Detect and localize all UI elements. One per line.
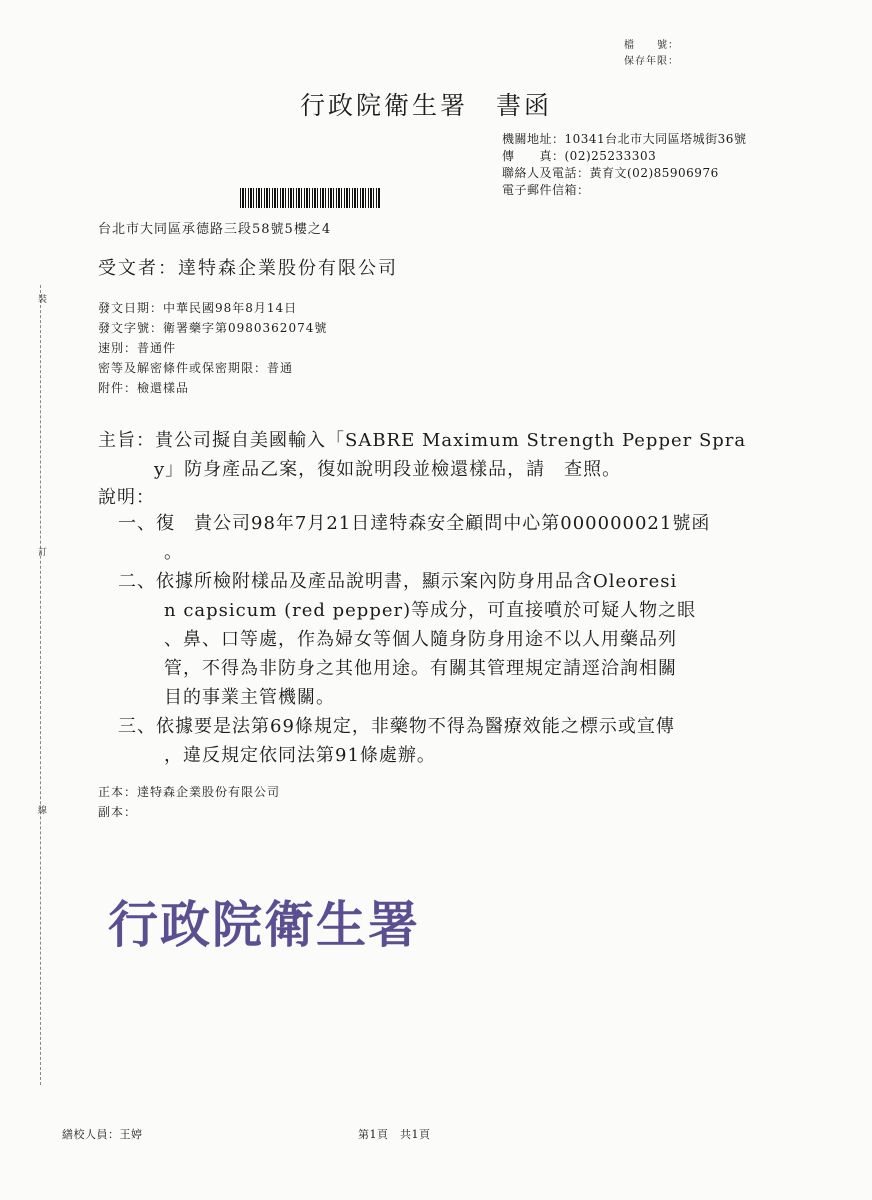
item-2-line-3: 、鼻、口等處，作為婦女等個人隨身防身用途不以人用藥品列 xyxy=(164,629,677,650)
issue-date: 發文日期：中華民國98年8月14日 xyxy=(98,301,298,315)
recipient-address: 台北市大同區承德路三段58號5樓之4 xyxy=(98,222,332,237)
explanation-label: 說明： xyxy=(98,487,155,508)
delivery-speed: 速別：普通件 xyxy=(98,341,177,355)
subject xyxy=(98,426,746,484)
document-meta xyxy=(98,298,327,398)
agency-info xyxy=(502,131,746,199)
barcode xyxy=(240,188,380,208)
item-2-line-2: n capsicum (red pepper)等成分，可直接噴於可疑人物之眼 xyxy=(164,600,697,621)
explanation-items xyxy=(118,509,710,770)
binding-line xyxy=(40,285,41,1085)
archive-file-no: 檔 號： xyxy=(624,40,679,51)
agency-stamp: 行政院衛生署 xyxy=(108,895,420,954)
item-3-line-2: ，違反規定依同法第91條處辦。 xyxy=(164,745,436,766)
item-1-line-2: 。 xyxy=(164,542,183,563)
proofreader: 繕校人員：王婷 xyxy=(62,1128,143,1141)
duplicate-copy: 副本： xyxy=(98,805,138,819)
binding-mark-ding: 訂 xyxy=(38,548,48,558)
copies xyxy=(98,782,280,822)
agency-contact: 聯絡人及電話：黃育文(02)85906976 xyxy=(502,166,719,180)
agency-email: 電子郵件信箱： xyxy=(502,183,590,197)
binding-mark-xian: 線 xyxy=(38,806,48,816)
archive-retention: 保存年限： xyxy=(624,56,679,67)
document-title: 行政院衛生署 書函 xyxy=(300,91,553,120)
item-2-line-1: 二、依據所檢附樣品及產品說明書，顯示案內防身用品含Oleoresi xyxy=(118,571,678,592)
original-copy: 正本：達特森企業股份有限公司 xyxy=(98,785,281,799)
binding-mark-zhuang: 裝 xyxy=(38,295,48,305)
subject-line-2: y」防身產品乙案，復如說明段並檢還樣品，請 查照。 xyxy=(154,459,622,480)
item-2-line-4: 管，不得為非防身之其他用途。有關其管理規定請逕洽詢相關 xyxy=(164,658,677,679)
item-2-line-5: 目的事業主管機關。 xyxy=(164,687,335,708)
agency-address: 機關地址：10341台北市大同區塔城街36號 xyxy=(502,132,747,146)
secrecy-level: 密等及解密條件或保密期限：普通 xyxy=(98,361,294,375)
attachment: 附件：檢還樣品 xyxy=(98,381,190,395)
document-number: 發文字號：衛署藥字第0980362074號 xyxy=(98,321,328,335)
item-3-line-1: 三、依據要是法第69條規定，非藥物不得為醫療效能之標示或宣傳 xyxy=(118,716,675,737)
receiver: 受文者：達特森企業股份有限公司 xyxy=(98,258,398,279)
item-1-line-1: 一、復 貴公司98年7月21日達特森安全顧問中心第000000021號函 xyxy=(118,513,711,534)
subject-line-1: 主旨：貴公司擬自美國輸入「SABRE Maximum Strength Pepper Spra xyxy=(98,430,747,451)
page-number: 第1頁 共1頁 xyxy=(358,1128,431,1141)
agency-fax: 傳 真：(02)25233303 xyxy=(502,149,657,163)
